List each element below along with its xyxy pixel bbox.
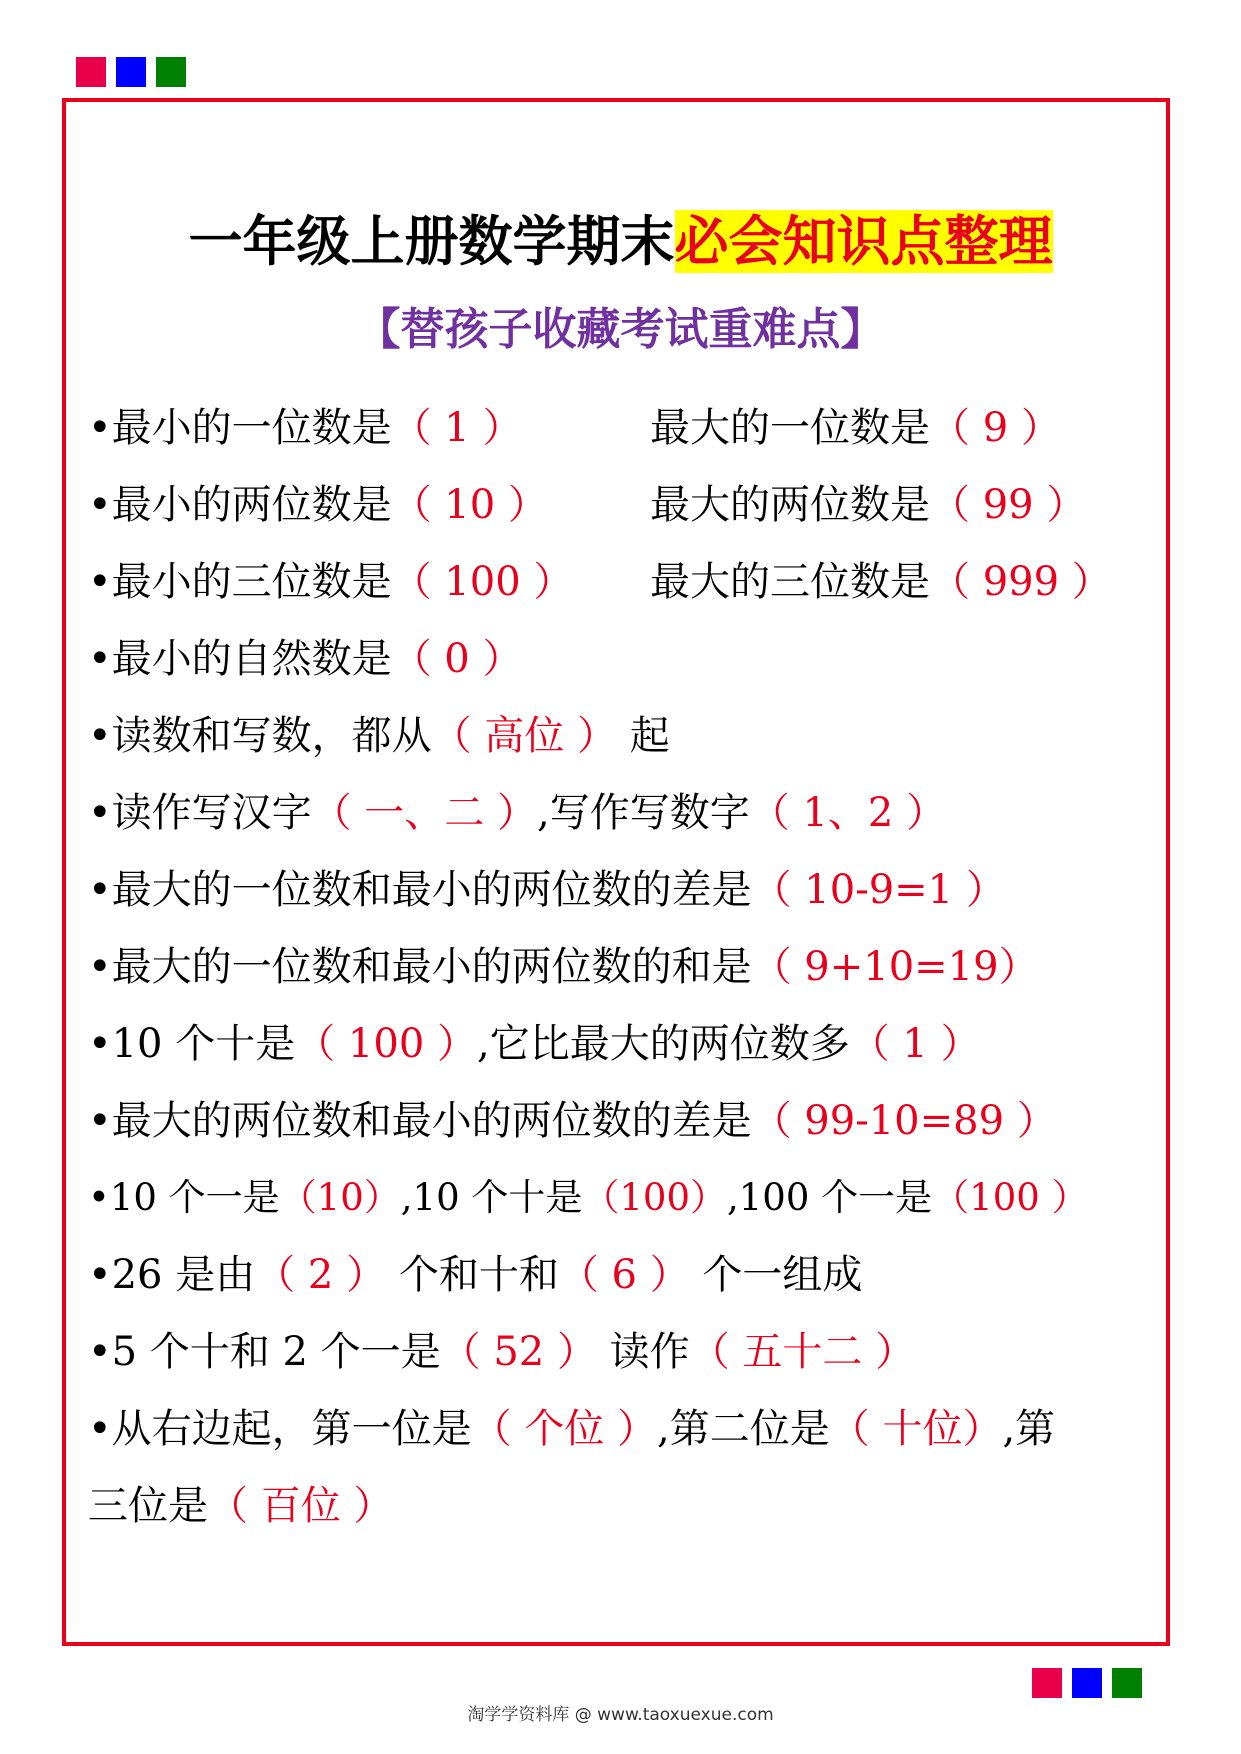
item-label: •26 是由: [88, 1252, 256, 1298]
item-label: 最大的三位数是: [650, 559, 930, 605]
item-label: •读作写汉字: [88, 790, 312, 836]
item-label: •读数和写数，都从: [88, 713, 432, 759]
item-answer: （ 一、二 ）: [311, 790, 538, 836]
item-answer: （ 1 ）: [849, 1021, 981, 1067]
item-answer: （ 9 ）: [930, 405, 1061, 451]
item-label: •最小的一位数是: [88, 405, 392, 451]
decor-square-blue-top: [116, 57, 146, 87]
item-answer: （ 百位 ）: [208, 1483, 394, 1529]
list-item: [88, 402, 522, 454]
item-label: •最大的两位数和最小的两位数的差是: [88, 1098, 752, 1144]
list-item: [88, 633, 522, 685]
item-label: •10 个十是: [88, 1021, 296, 1067]
page-title: [0, 206, 1241, 278]
item-answer: （ 9+10=19）: [751, 944, 1039, 990]
title-highlight: 必会知识点整理: [674, 210, 1053, 273]
item-text: 起: [617, 713, 670, 759]
list-item: [650, 479, 1086, 531]
list-item: [88, 941, 1039, 993]
list-item: [88, 479, 548, 531]
item-answer: （ 0 ）: [391, 636, 523, 682]
item-text: 个一组成: [689, 1252, 863, 1298]
decor-square-green-bottom: [1112, 1668, 1142, 1698]
item-answer: （ 999 ）: [930, 559, 1112, 605]
item-text: ,写作写数字: [537, 790, 750, 836]
list-item: [88, 1480, 393, 1532]
item-answer: （ 52 ）: [440, 1329, 597, 1375]
item-label: •最大的一位数和最小的两位数的差是: [88, 867, 752, 913]
footer-watermark: 淘学学资料库 @ www.taoxuexue.com: [467, 1705, 774, 1725]
list-item: [650, 402, 1061, 454]
item-answer: （ 100 ）: [391, 559, 574, 605]
item-answer: （ 99 ）: [930, 482, 1087, 528]
decor-square-blue-bottom: [1072, 1668, 1102, 1698]
item-answer: （ 6 ）: [558, 1252, 690, 1298]
item-answer: （ 2 ）: [255, 1252, 387, 1298]
list-item: [88, 1172, 1089, 1224]
item-answer: （100 ）: [932, 1176, 1089, 1219]
item-label: 最大的两位数是: [650, 482, 930, 528]
item-label: •最小的三位数是: [88, 559, 392, 605]
decor-square-red-top: [76, 57, 106, 87]
list-item: [88, 556, 573, 608]
item-text: ,100 个一是: [727, 1176, 933, 1219]
list-item: [88, 1403, 1055, 1455]
item-text: 个和十和: [386, 1252, 559, 1298]
item-answer: （ 100 ）: [295, 1021, 477, 1067]
item-answer: （ 10-9=1 ）: [751, 867, 1006, 913]
item-label: 最大的一位数是: [650, 405, 930, 451]
item-answer: （ 1、2 ）: [749, 790, 947, 836]
item-label: 三位是: [88, 1483, 208, 1529]
item-answer: （ 99-10=89 ）: [751, 1098, 1057, 1144]
item-label: •从右边起，第一位是: [88, 1406, 472, 1452]
item-text: ,10 个十是: [400, 1176, 583, 1219]
item-text: ,第二位是: [657, 1406, 830, 1452]
item-label: •最大的一位数和最小的两位数的和是: [88, 944, 752, 990]
title-main: 一年级上册数学期末: [188, 210, 675, 273]
list-item: [650, 556, 1112, 608]
item-text: 读作: [596, 1329, 690, 1375]
list-item: [88, 1326, 915, 1378]
item-answer: （ 五十二 ）: [689, 1329, 916, 1375]
item-answer: （ 10 ）: [391, 482, 548, 528]
list-item: [88, 1095, 1057, 1147]
item-answer: （ 1 ）: [391, 405, 523, 451]
item-label: •最小的两位数是: [88, 482, 392, 528]
decor-square-red-bottom: [1032, 1668, 1062, 1698]
list-item: [88, 787, 946, 839]
item-label: •5 个十和 2 个一是: [88, 1329, 441, 1375]
item-text: ,它比最大的两位数多: [477, 1021, 850, 1067]
item-label: •10 个一是: [88, 1176, 280, 1219]
list-item: [88, 1018, 981, 1070]
item-text: ,第: [1002, 1406, 1056, 1452]
item-answer: （10）: [279, 1176, 401, 1219]
list-item: [88, 864, 1006, 916]
item-answer: （ 高位 ）: [431, 713, 618, 759]
item-answer: （ 个位 ）: [471, 1406, 658, 1452]
item-answer: （100）: [582, 1176, 727, 1219]
item-answer: （ 十位）: [829, 1406, 1003, 1452]
page-subtitle: 【替孩子收藏考试重难点】: [356, 304, 885, 355]
decor-square-green-top: [156, 57, 186, 87]
item-label: •最小的自然数是: [88, 636, 392, 682]
list-item: [88, 1249, 862, 1301]
list-item: [88, 710, 670, 762]
